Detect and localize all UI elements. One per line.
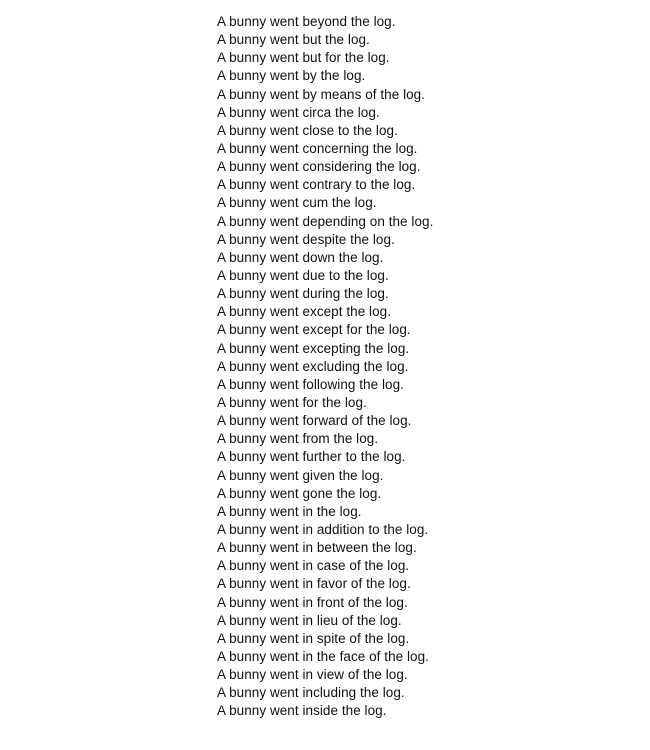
sentence-line: A bunny went circa the log. (217, 104, 380, 120)
sentence-line: A bunny went in case of the log. (217, 558, 410, 574)
sentence-line: A bunny went excepting the log. (217, 340, 410, 356)
sentence-line: A bunny went in spite of the log. (217, 630, 410, 646)
sentence-line: A bunny went in lieu of the log. (217, 612, 402, 628)
sentence-line: A bunny went but for the log. (217, 50, 390, 66)
sentence-line: A bunny went except for the log. (217, 322, 411, 338)
sentence-line: A bunny went cum the log. (217, 195, 377, 211)
sentence-line: A bunny went from the log. (217, 431, 379, 447)
sentence-line: A bunny went inside the log. (217, 703, 387, 719)
sentence-line: A bunny went considering the log. (217, 159, 421, 175)
sentence-line: A bunny went further to the log. (217, 449, 406, 465)
sentence-line: A bunny went in front of the log. (217, 594, 408, 610)
sentence-line: A bunny went due to the log. (217, 267, 389, 283)
sentence-line: A bunny went following the log. (217, 376, 404, 392)
sentence-line: A bunny went forward of the log. (217, 413, 412, 429)
sentence-line: A bunny went except the log. (217, 304, 392, 320)
sentence-line: A bunny went in favor of the log. (217, 576, 411, 592)
sentence-line: A bunny went excluding the log. (217, 358, 409, 374)
sentence-line: A bunny went in addition to the log. (217, 521, 429, 537)
sentence-line: A bunny went by the log. (217, 68, 366, 84)
sentence-line: A bunny went close to the log. (217, 122, 398, 138)
sentence-line: A bunny went in the face of the log. (217, 648, 429, 664)
sentence-line: A bunny went beyond the log. (217, 14, 396, 29)
sentence-line: A bunny went but the log. (217, 32, 370, 48)
sentence-line: A bunny went during the log. (217, 286, 389, 302)
sentence-line: A bunny went for the log. (217, 394, 367, 410)
sentence-line: A bunny went in the log. (217, 503, 362, 519)
sentence-line: A bunny went including the log. (217, 685, 405, 701)
sentence-line: A bunny went by means of the log. (217, 86, 426, 102)
sentence-line: A bunny went down the log. (217, 249, 384, 265)
sentence-line: A bunny went given the log. (217, 467, 384, 483)
sentence-line: A bunny went in between the log. (217, 540, 417, 556)
sentence-line: A bunny went depending on the log. (217, 213, 434, 229)
sentence-line: A bunny went in view of the log. (217, 667, 408, 683)
sentence-list (217, 13, 637, 720)
sentence-line: A bunny went concerning the log. (217, 140, 418, 156)
sentence-line: A bunny went despite the log. (217, 231, 395, 247)
sentence-line: A bunny went gone the log. (217, 485, 382, 501)
sentence-line: A bunny went contrary to the log. (217, 177, 416, 193)
